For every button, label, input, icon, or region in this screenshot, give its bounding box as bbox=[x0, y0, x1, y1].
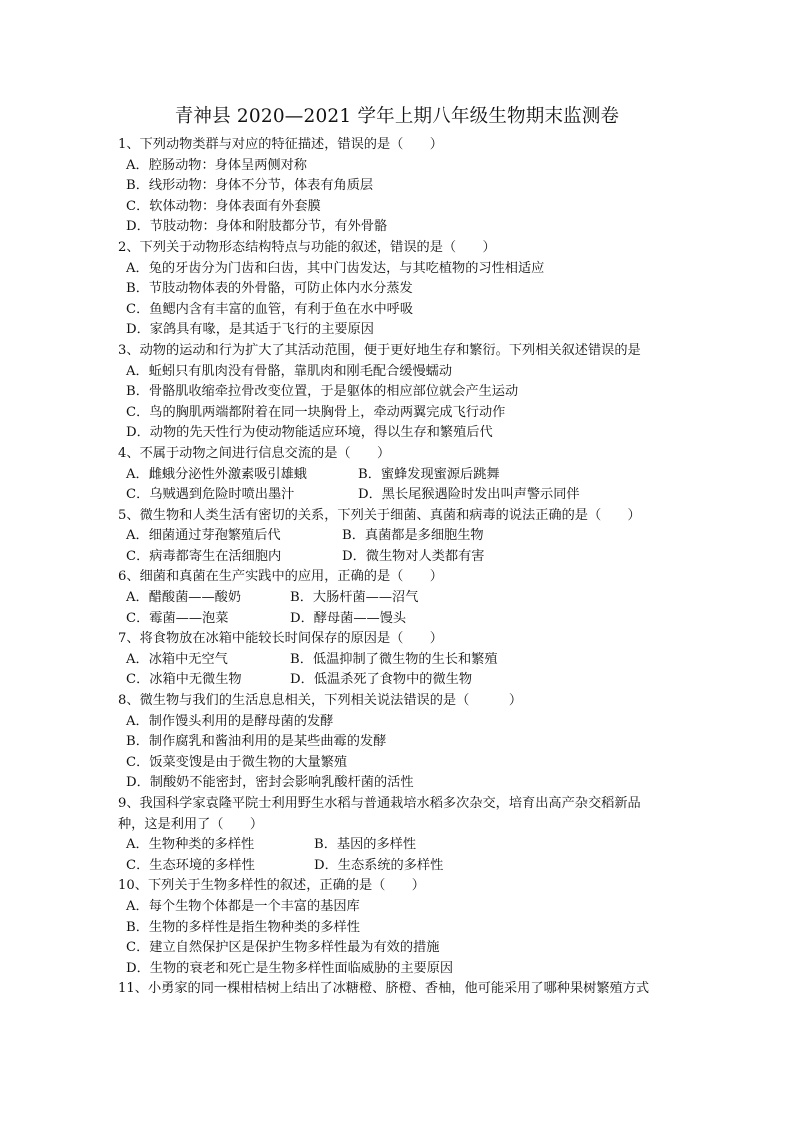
option-b: B．低温抑制了微生物的生长和繁殖 bbox=[290, 651, 498, 667]
question-stem-line-1: 9、我国科学家袁隆平院士利用野生水稻与普通栽培水稻多次杂交，培育出高产杂交稻新品 bbox=[118, 796, 641, 811]
option-b: B．蜜蜂发现蜜源后跳舞 bbox=[358, 466, 500, 482]
question-2 bbox=[118, 238, 684, 341]
option-a: A．冰箱中无空气 bbox=[126, 651, 228, 667]
question-1 bbox=[118, 135, 684, 238]
question-stem: 1、下列动物类群与对应的特征描述，错误的是（ ） bbox=[118, 137, 443, 152]
option-a: A．细菌通过芽孢繁殖后代 bbox=[126, 528, 281, 544]
question-8 bbox=[118, 691, 684, 794]
option-b: B．真菌都是多细胞生物 bbox=[342, 528, 484, 544]
option-b: B．节肢动物体表的外骨骼，可防止体内水分蒸发 bbox=[126, 281, 413, 297]
option-c: C．鱼鳃内含有丰富的血管，有利于鱼在水中呼吸 bbox=[126, 301, 414, 317]
option-b: B．基因的多样性 bbox=[314, 837, 417, 853]
question-9 bbox=[118, 794, 684, 876]
option-row bbox=[118, 670, 684, 691]
option-row bbox=[118, 547, 684, 568]
option-d: D．低温杀死了食物中的微生物 bbox=[290, 672, 473, 688]
option-d: D．酵母菌——馒头 bbox=[290, 610, 407, 626]
option-b: B．生物的多样性是指生物种类的多样性 bbox=[126, 919, 360, 935]
question-stem: 8、微生物与我们的生活息息相关，下列相关说法错误的是（ ） bbox=[118, 693, 523, 709]
option-c: C．软体动物：身体表面有外套膜 bbox=[126, 198, 321, 214]
option-b: B．大肠杆菌——沼气 bbox=[290, 590, 419, 606]
question-4 bbox=[118, 444, 684, 506]
option-d: D．黑长尾猴遇险时发出叫声警示同伴 bbox=[358, 487, 580, 503]
option-row bbox=[118, 609, 684, 630]
option-d: D．动物的先天性行为使动物能适应环境，得以生存和繁殖后代 bbox=[126, 425, 493, 441]
question-stem: 5、微生物和人类生活有密切的关系，下列关于细菌、真菌和病毒的说法正确的是（ ） bbox=[118, 507, 641, 523]
option-a: A．制作馒头利用的是酵母菌的发酵 bbox=[126, 713, 334, 729]
option-row bbox=[118, 856, 684, 877]
question-stem: 10、下列关于生物多样性的叙述，正确的是（ ） bbox=[118, 878, 425, 894]
option-c: C．冰箱中无微生物 bbox=[126, 672, 242, 688]
option-c: C．鸟的胸肌两端都附着在同一块胸骨上，牵动两翼完成飞行动作 bbox=[126, 404, 506, 420]
option-a: A．生物种类的多样性 bbox=[126, 837, 255, 853]
question-stem-line-2: 种，这是利用了（ ） bbox=[118, 816, 264, 832]
option-c: C．建立自然保护区是保护生物多样性最为有效的措施 bbox=[126, 940, 440, 956]
option-a: A．蚯蚓只有肌肉没有骨骼，靠肌肉和刚毛配合缓慢蠕动 bbox=[126, 363, 453, 379]
question-stem: 4、不属于动物之间进行信息交流的是（ ） bbox=[118, 445, 391, 461]
option-c: C．乌贼遇到危险时喷出墨汁 bbox=[126, 487, 295, 503]
question-3 bbox=[118, 341, 684, 444]
option-row bbox=[118, 526, 684, 547]
question-7 bbox=[118, 629, 684, 691]
option-c: C．生态环境的多样性 bbox=[126, 857, 255, 873]
exam-title: 青神县 2020—2021 学年上期八年级生物期末监测卷 bbox=[174, 106, 620, 127]
question-10 bbox=[118, 876, 684, 979]
option-a: A．兔的牙齿分为门齿和臼齿，其中门齿发达，与其吃植物的习性相适应 bbox=[126, 260, 545, 276]
option-c: C．病毒都寄生在活细胞内 bbox=[126, 548, 282, 564]
option-row bbox=[118, 588, 684, 609]
option-row bbox=[118, 650, 684, 671]
option-a: A．雌蛾分泌性外激素吸引雄蛾 bbox=[126, 466, 307, 482]
option-a: A．腔肠动物：身体呈两侧对称 bbox=[126, 157, 307, 173]
option-d: D．微生物对人类都有害 bbox=[342, 548, 485, 564]
option-d: D．生态系统的多样性 bbox=[314, 857, 444, 873]
option-b: B．制作腐乳和酱油利用的是某些曲霉的发酵 bbox=[126, 734, 387, 750]
option-row bbox=[118, 465, 684, 486]
option-a: A．每个生物个体都是一个丰富的基因库 bbox=[126, 898, 360, 914]
question-stem: 7、将食物放在冰箱中能较长时间保存的原因是（ ） bbox=[118, 631, 443, 647]
option-d: D．生物的衰老和死亡是生物多样性面临威胁的主要原因 bbox=[126, 960, 454, 976]
option-c: C．霉菌——泡菜 bbox=[126, 610, 229, 626]
option-d: D．节肢动物：身体和附肢都分节，有外骨骼 bbox=[126, 219, 388, 235]
question-5 bbox=[118, 506, 684, 568]
option-row bbox=[118, 485, 684, 506]
option-b: B．骨骼肌收缩牵拉骨改变位置，于是躯体的相应部位就会产生运动 bbox=[126, 384, 519, 400]
option-row bbox=[118, 835, 684, 856]
option-d: D．家鸽具有喙，是其适于飞行的主要原因 bbox=[126, 322, 374, 338]
option-a: A．醋酸菌——酸奶 bbox=[126, 590, 242, 606]
question-stem: 11、小勇家的同一棵柑桔树上结出了冰糖橙、脐橙、香柚，他可能采用了哪种果树繁殖方式 bbox=[118, 981, 650, 997]
question-6 bbox=[118, 567, 684, 629]
question-list bbox=[118, 135, 684, 1000]
option-d: D．制酸奶不能密封，密封会影响乳酸杆菌的活性 bbox=[126, 775, 414, 791]
option-b: B．线形动物：身体不分节，体表有角质层 bbox=[126, 178, 374, 194]
question-11 bbox=[118, 979, 684, 1000]
option-c: C．饭菜变馊是由于微生物的大量繁殖 bbox=[126, 754, 348, 770]
question-stem: 6、细菌和真菌在生产实践中的应用，正确的是（ ） bbox=[118, 569, 443, 585]
question-stem: 3、动物的运动和行为扩大了其活动范围，便于更好地生存和繁衍。下列相关叙述错误的是 bbox=[118, 342, 641, 358]
question-stem: 2、下列关于动物形态结构特点与功能的叙述，错误的是（ ） bbox=[118, 239, 496, 255]
